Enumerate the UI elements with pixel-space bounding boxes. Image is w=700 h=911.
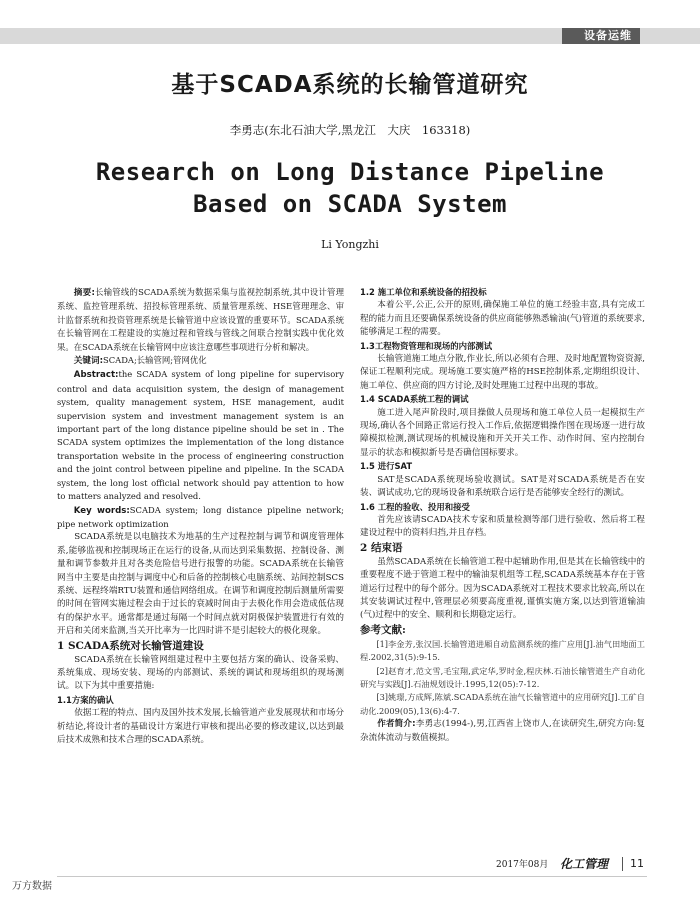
journal-name: 化工管理: [560, 857, 609, 871]
keywords-chinese: 关键词:SCADA;长输管网;管网优化: [73, 355, 207, 367]
title-english: Research on Long Distance Pipeline Based on SCADA System: [95, 158, 605, 218]
section-1-1-heading: 1.1方案的确认: [57, 694, 114, 705]
section-1-3-text: 长输管道施工地点分散,作业长,所以必须有合理、及时地配置物资资源,保证工程顺利完成。现场施工要实施严格的HSE控制体系,定期组织设计、施工单位、供应商的四方讨论,及时处理施工过程中出现的事故。: [360, 354, 645, 391]
section-1-6-text: 首先应该请SCADA技术专家和质量检测等部门进行验收、然后将工程建设过程中的资料归挡,并且存档。: [360, 514, 645, 539]
author-bio: 作者简介:李勇志(1994-),男,江西省上饶市人,在读研究生,研究方向:复杂流体流动与数值模拟。: [360, 719, 645, 743]
section-tag: 设备运维: [562, 28, 640, 44]
footer-rule: [57, 876, 647, 877]
abstract-chinese: 摘要:长输管线的SCADA系统为数据采集与监视控制系统,其中设计管理系统、监控管理系统、招投标管理系统、质量管理系统、HSE管理理念、审计监督系统和投资管理系统是长输管道中应该设置的重要环节。SCADA系统在长输管网在工程建设的实施过程和管线与管线之间联合控制实践中优化效果。在SCADA系统在长输管网中应该注意哪些事项进行分析和解决。: [57, 287, 344, 352]
section-1-text: SCADA系统在长输管网组建过程中主要包括方案的确认、设备采购、系统集成、现场安装、现场的内部测试、系统的调试和现场组织的现场测试。以下为其中重要措施:: [57, 654, 344, 692]
reference-item: [3]姚璟,方成辉,陈斌.SCADA系统在油气长输管道中的应用研究[J].工矿自动化.2009(05),13(6):4-7.: [360, 692, 645, 716]
references-heading: 参考文献:: [360, 623, 406, 636]
abstract-english: Abstract:the SCADA system of long pipeline for supervisory control and data acquisition system, the design of management system, quality management system, HSE management, audit supervision system and investment management system is an important part of the long distance pipeline should be set in . The SCADA system optimizes the implementation of the long distance transportation website in the process of engineering construction and the joint control between pipeline and pipeline. In the SCADA system, the long lost official network should pay attention to how to matters analyzed and resolved.: [57, 369, 344, 502]
section-2-heading: 2 结束语: [360, 541, 403, 554]
reference-item: [1]李金芳,张汉国.长输管道进厢自动监测系统的推广应用[J].油气田地面工程.2002,31(5):9-15.: [360, 638, 645, 663]
section-1-4-heading: 1.4 SCADA系统工程的调试: [360, 394, 469, 405]
watermark: 万方数据: [12, 881, 52, 892]
author-chinese: 李勇志(东北石油大学,黑龙江 大庆 163318): [229, 123, 471, 137]
left-column: [57, 286, 344, 747]
section-1-3-heading: 1.3工程物资管理和现场的内部测试: [360, 340, 493, 351]
section-1-heading: 1 SCADA系统对长输管道建设: [57, 639, 204, 652]
section-1-1-text: 依据工程的特点、国内及国外技术发展,长输管道产业发展现状和市场分析结论,将设计者的基础设计方案进行审核和提出必要的修改建议,以达到最后技术成熟和技术合理的SCADA系统。: [57, 708, 344, 745]
section-1-6-heading: 1.6 工程的验收、投用和接受: [360, 501, 470, 512]
section-1-2-text: 本着公平,公正,公开的原则,确保施工单位的施工经验丰富,具有完成工程的能力而且还要确保系统设备的供应商能够熟悉输油(气)管道的系统要求,能够满足工程的需要。: [360, 300, 645, 338]
section-2-text: 虽然SCADA系统在长输管道工程中起辅助作用,但是其在长输管线中的重要程度不逊于管道工程中的输油泵机组等工程,SCADA系统基本存在于管道运行过程中的每个部分。因为SCADA系统对工程技术要求比较高,所以在其安装调试过程中,管理层必须要高度重视,谨慎实施方案,以达到管道输油(气)过程中的安全、顺利和长期稳定运行。: [360, 556, 645, 621]
page-number: 11: [630, 857, 644, 870]
title-chinese: 基于SCADA系统的长输管道研究: [171, 72, 529, 98]
section-1-5-text: SAT是SCADA系统现场验收测试。SAT是对SCADA系统是否在安装、调试成功,它的现场设备和系统联合运行是否能够安全经行的测试。: [360, 474, 645, 499]
footer-separator: [622, 857, 623, 871]
section-1-4-text: 施工进入尾声阶段时,项目操做人员现场和施工单位人员一起模拟生产现场,确认各个回路正常运行投入工作后,依据逻辑操作图在现场逐一进行故障模拟检测,测试现场的机械设施和开关开关工作、动作时间、室内控制台显示的状态和模拟新号是否确信国标要求。: [360, 407, 645, 458]
author-english: Li Yongzhi: [321, 238, 379, 251]
section-1-5-heading: 1.5 进行SAT: [360, 461, 413, 472]
intro-paragraph: SCADA系统是以电脑技术为地基的生产过程控制与调节和调度管理体系,能够监视和控制现场正在运行的设备,从而达到采集数据、控制设备、测量和调节参数并且对各类危险信号进行报警的功能。SCADA系统在长输管网当中主要是由控制与调度中心和后备的控制核心电脑系统、站间控制SCS系统、远程终端RTU装置和通信网络组成。在调节和调度控制后测量所需要的时间在管网实施过程会由于过长的衰减时间由于去极化作用会造成低估现有的保护水平。通常都是通过每隔一个时间点就对阴极保护装置进行有效的开启和关闭来监测,当关开比率为一比四时讲不是引起较大的极化现象。: [57, 532, 344, 637]
keywords-english: Key words:SCADA system; long distance pipeline network; pipe network optimization: [57, 504, 344, 529]
right-column: [360, 286, 645, 745]
section-1-2-heading: 1.2 施工单位和系统设备的招投标: [360, 287, 487, 297]
footer-date: 2017年08月: [496, 860, 549, 870]
reference-item: [2]赵育才,范文雪,毛宝翔,武定华,罗时金,程庆林.石油长输管道生产自动化研究与实践[J].石油规划设计.1995,12(05):7-12.: [360, 665, 645, 689]
